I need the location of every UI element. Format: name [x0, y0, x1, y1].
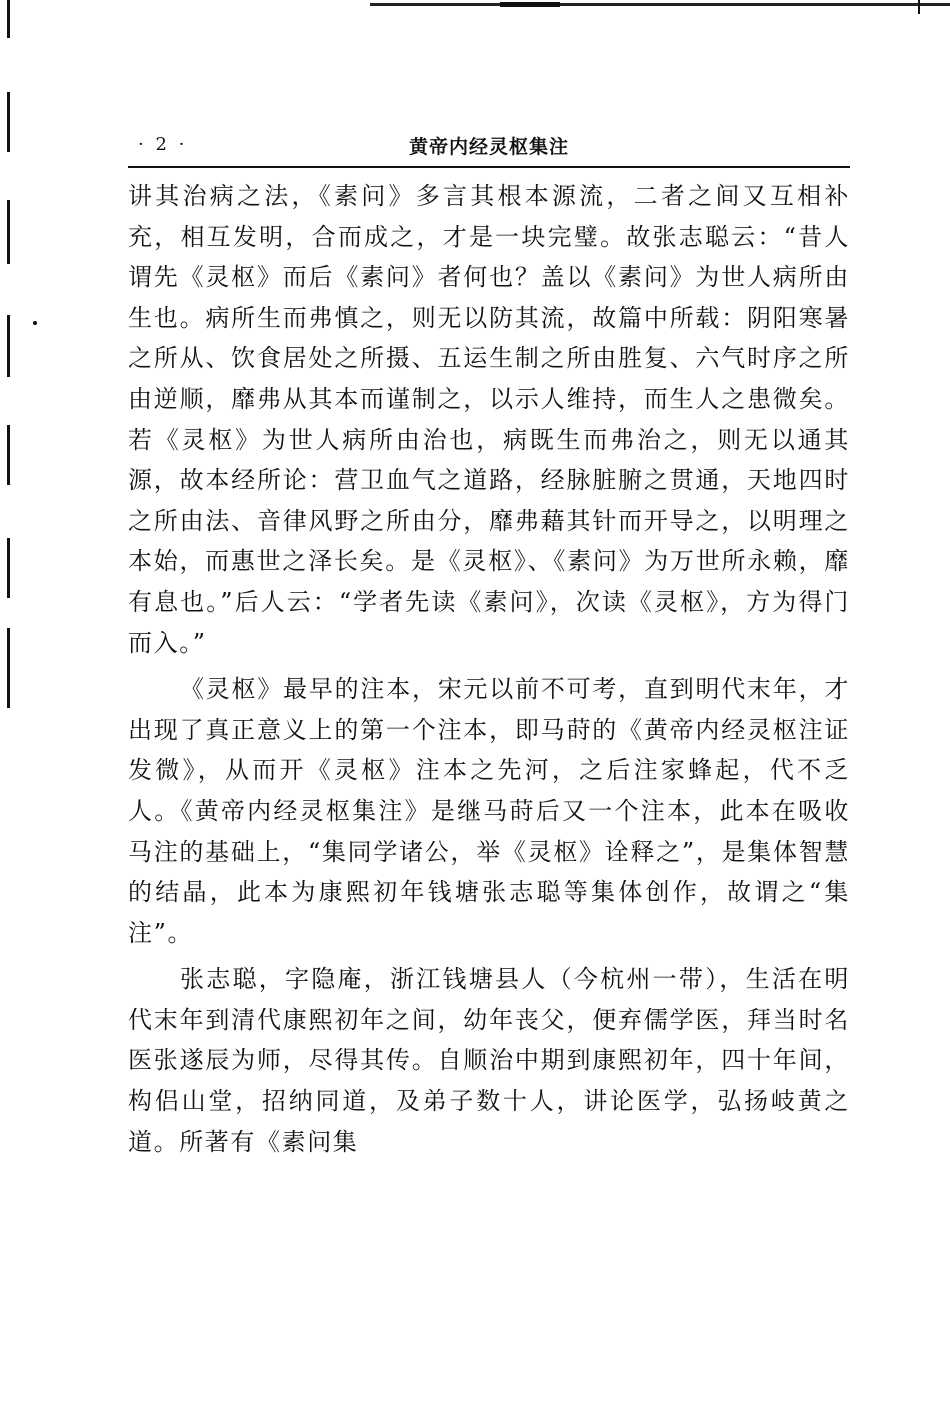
page-number: · 2 · [138, 134, 188, 155]
paragraph: 讲其治病之法，《素问》多言其根本源流，二者之间又互相补充，相互发明，合而成之，才是一块完璧。故张志聪云：“昔人谓先《灵枢》而后《素问》者何也？盖以《素问》为世人病所由生也。病所生而弗慎之，则无以防其流，故篇中所载：阴阳寒暑之所从、饮食居处之所摄、五运生制之所由胜复、六气时序之所由逆顺，靡弗从其本而谨制之，以示人维持，而生人之患微矣。若《灵枢》为世人病所由治也，病既生而弗治之，则无以通其源，故本经所论：营卫血气之道路，经脉脏腑之贯通，天地四时之所由法、音律风野之所由分，靡弗藉其针而开导之，以明理之本始，而惠世之泽长矣。是《灵枢》、《素问》为万世所永赖，靡有息也。”后人云：“学者先读《素问》，次读《灵枢》，方为得门而入。” [128, 182, 850, 657]
body-text [128, 176, 850, 1168]
running-title: 黄帝内经灵枢集注 [408, 136, 569, 158]
binding-edge-mark [7, 425, 10, 485]
scan-dot-mark [33, 321, 37, 325]
top-edge-rule [370, 3, 950, 6]
binding-edge-mark [7, 92, 10, 152]
top-edge-rule-mark [500, 2, 560, 7]
header-rule [128, 166, 850, 168]
corner-scan-mark [918, 0, 920, 14]
binding-edge-mark [7, 315, 10, 377]
binding-edge-mark [7, 538, 10, 598]
binding-edge-mark [7, 200, 10, 264]
paragraph: 张志聪，字隐庵，浙江钱塘县人（今杭州一带），生活在明代末年到清代康熙初年之间，幼年丧父，便弃儒学医，拜当时名医张遂辰为师，尽得其传。自顺治中期到康熙初年，四十年间，构侣山堂，招纳同道，及弟子数十人，讲论医学，弘扬岐黄之道。所著有《素问集 [128, 965, 850, 1156]
page-header [128, 130, 850, 164]
binding-edge-mark [7, 628, 10, 708]
paragraph: 《灵枢》最早的注本，宋元以前不可考，直到明代末年，才出现了真正意义上的第一个注本，即马莳的《黄帝内经灵枢注证发微》，从而开《灵枢》注本之先河，之后注家蜂起，代不乏人。《黄帝内经灵枢集注》是继马莳后又一个注本，此本在吸收马注的基础上，“集同学诸公，举《灵枢》诠释之”，是集体智慧的结晶，此本为康熙初年钱塘张志聪等集体创作，故谓之“集注”。 [128, 675, 850, 947]
binding-edge-mark [7, 0, 10, 38]
